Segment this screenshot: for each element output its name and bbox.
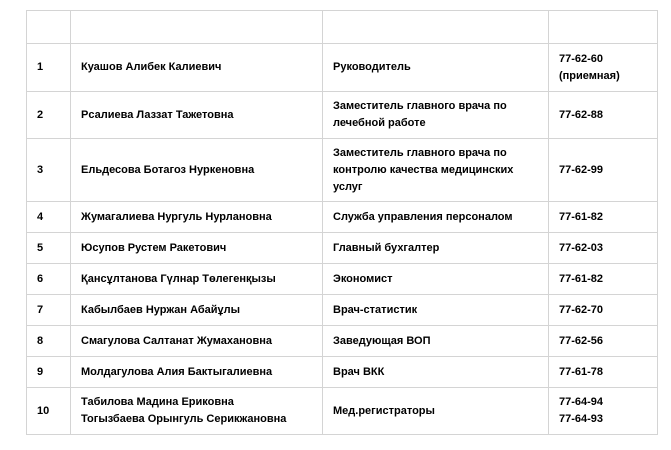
row-number: 6 (27, 264, 71, 295)
employee-position-cell (323, 357, 549, 388)
employee-position-cell (323, 92, 549, 139)
employee-phone-cell (549, 357, 658, 388)
table-row (27, 326, 658, 357)
employee-position-line: Врач ВКК (333, 365, 385, 378)
header-cell-name (71, 11, 323, 44)
employee-name-cell (71, 357, 323, 388)
header-cell-phone (549, 11, 658, 44)
row-number: 9 (27, 357, 71, 388)
employee-position-cell (323, 233, 549, 264)
employee-phone-cell (549, 139, 658, 202)
employee-position-line: услуг (333, 180, 363, 193)
employee-position-line: Врач-статистик (333, 303, 418, 316)
employee-name-cell (71, 233, 323, 264)
employee-name-line: Ельдесова Ботагоз Нуркеновна (81, 163, 255, 176)
employee-name-cell (71, 139, 323, 202)
employee-name-cell (71, 92, 323, 139)
employee-position-line: Главный бухгалтер (333, 241, 440, 254)
table-row (27, 295, 658, 326)
employee-name-line: Юсупов Рустем Ракетович (81, 241, 227, 254)
row-number: 8 (27, 326, 71, 357)
employee-position-cell (323, 202, 549, 233)
employee-position-line: лечебной работе (333, 117, 426, 129)
employee-position-cell (323, 139, 549, 202)
staff-contacts-table (26, 10, 658, 435)
employee-phone-line: 77-61-82 (559, 272, 604, 285)
employee-phone-cell (549, 326, 658, 357)
row-number: 10 (27, 388, 71, 435)
employee-name-line: Жумагалиева Нургуль Нурлановна (81, 210, 272, 223)
row-number: 7 (27, 295, 71, 326)
employee-position-cell (323, 264, 549, 295)
employee-position-line: Руководитель (333, 61, 411, 73)
row-number: 2 (27, 92, 71, 139)
employee-position-cell (323, 326, 549, 357)
employee-phone-line: 77-61-78 (559, 365, 604, 378)
employee-position-line: Заместитель главного врача по (333, 100, 507, 112)
table-row (27, 92, 658, 139)
employee-phone-line: (приемная) (559, 69, 620, 82)
employee-phone-cell (549, 295, 658, 326)
employee-phone-line: 77-62-88 (559, 108, 604, 121)
header-row (27, 11, 658, 44)
employee-phone-line: 77-62-60 (559, 52, 604, 65)
header-cell-position (323, 11, 549, 44)
table-row (27, 233, 658, 264)
employee-phone-cell (549, 44, 658, 92)
employee-name-line: Табилова Мадина Ериковна (81, 396, 234, 408)
table-row (27, 139, 658, 202)
employee-name-cell (71, 44, 323, 92)
table-row (27, 264, 658, 295)
employee-phone-line: 77-64-93 (559, 413, 604, 425)
header-cell-number (27, 11, 71, 44)
employee-name-cell (71, 388, 323, 435)
employee-phone-line: 77-61-82 (559, 210, 604, 223)
employee-position-line: Экономист (333, 272, 393, 285)
employee-phone-cell (549, 92, 658, 139)
row-number: 3 (27, 139, 71, 202)
employee-name-cell (71, 202, 323, 233)
employee-name-line: Қансұлтанова Гүлнар Төлегенқызы (81, 272, 276, 285)
employee-name-line: Тогызбаева Орынгуль Серикжановна (81, 413, 287, 425)
employee-name-cell (71, 326, 323, 357)
employee-position-cell (323, 388, 549, 435)
employee-phone-cell (549, 264, 658, 295)
employee-position-line: контролю качества медицинских (333, 163, 514, 176)
employee-name-line: Смагулова Салтанат Жумахановна (81, 334, 273, 347)
employee-phone-cell (549, 233, 658, 264)
employee-name-line: Куашов Алибек Калиевич (81, 61, 222, 73)
employee-name-cell (71, 295, 323, 326)
table-row (27, 202, 658, 233)
employee-phone-line: 77-62-99 (559, 163, 604, 176)
employee-phone-cell (549, 388, 658, 435)
employee-position-line: Служба управления персоналом (333, 210, 513, 223)
employee-position-line: Заведующая ВОП (333, 334, 431, 347)
employee-name-cell (71, 264, 323, 295)
employee-position-line: Мед.регистраторы (333, 404, 435, 417)
employee-position-cell (323, 44, 549, 92)
employee-name-line: Рсалиева Лаззат Тажетовна (81, 108, 234, 121)
employee-phone-cell (549, 202, 658, 233)
employee-phone-line: 77-62-70 (559, 303, 604, 316)
table-row (27, 388, 658, 435)
employee-name-line: Кабылбаев Нуржан Абайұлы (81, 303, 241, 316)
employee-position-line: Заместитель главного врача по (333, 146, 507, 159)
row-number: 4 (27, 202, 71, 233)
row-number: 5 (27, 233, 71, 264)
table-row (27, 44, 658, 92)
employee-name-line: Молдагулова Алия Бактыгалиевна (81, 365, 273, 378)
employee-phone-line: 77-62-03 (559, 241, 604, 254)
employee-phone-line: 77-62-56 (559, 334, 604, 347)
row-number: 1 (27, 44, 71, 92)
employee-phone-line: 77-64-94 (559, 396, 604, 408)
employee-position-cell (323, 295, 549, 326)
table-row (27, 357, 658, 388)
